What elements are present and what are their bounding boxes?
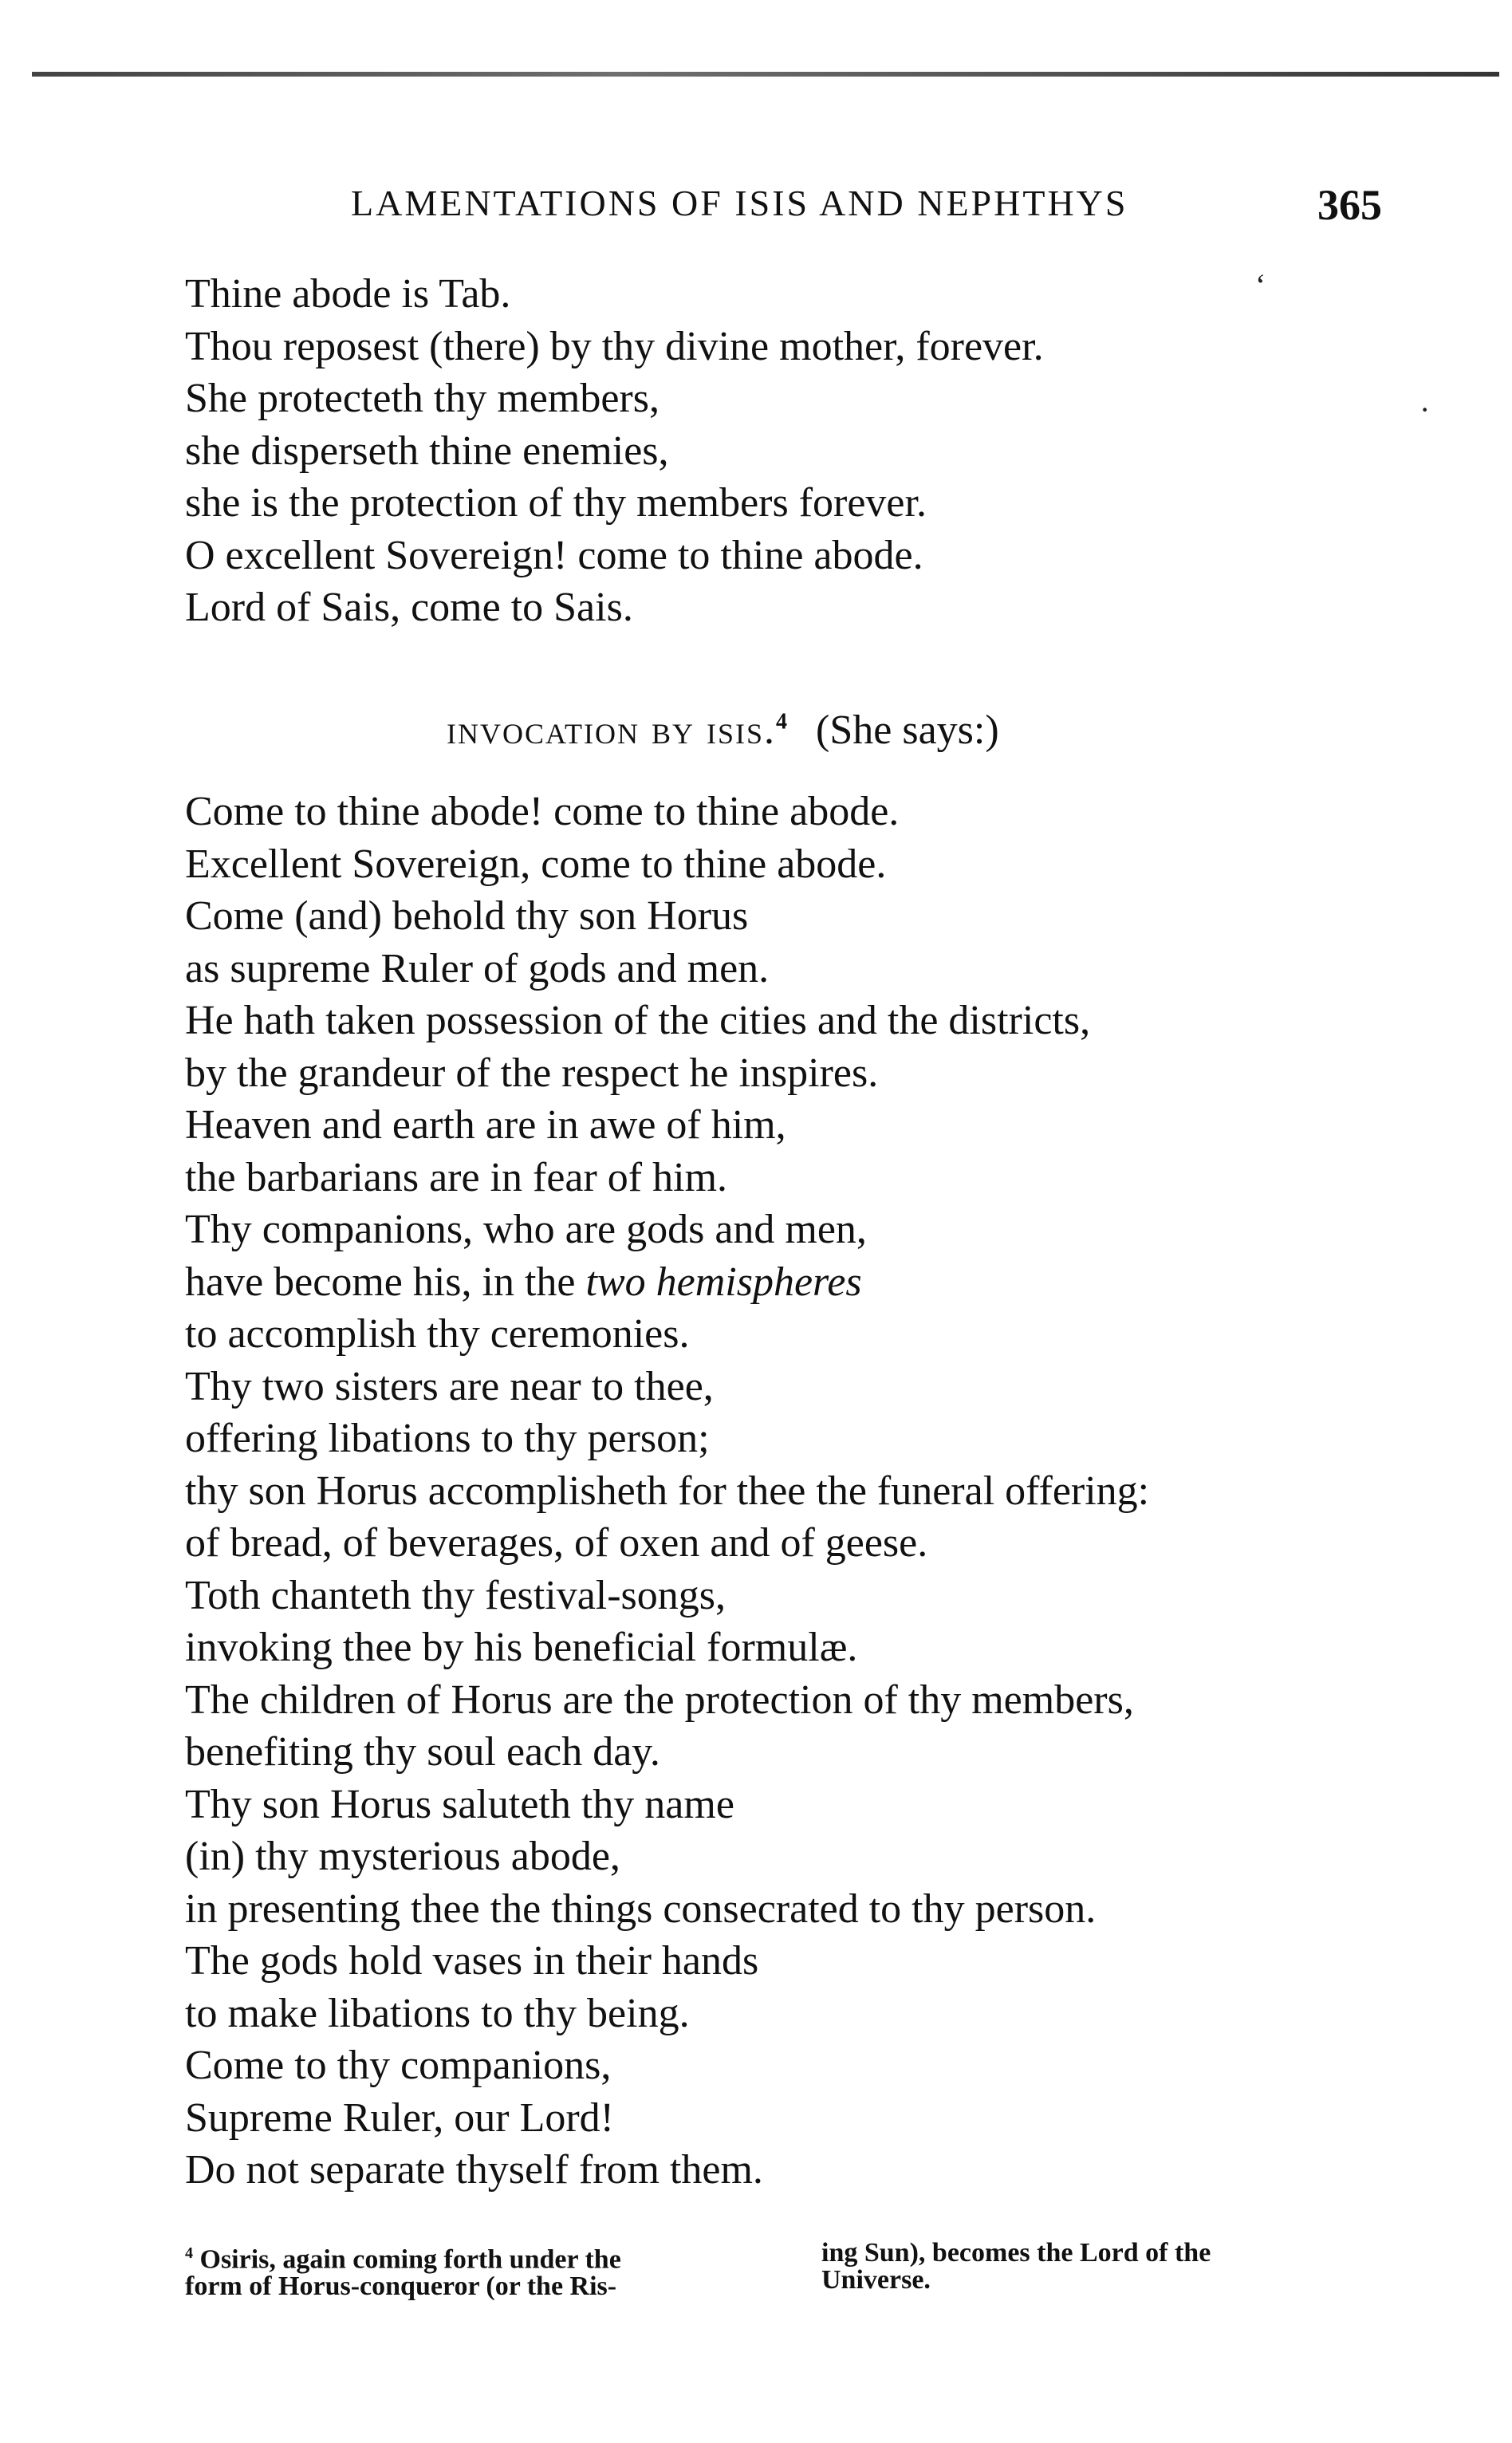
footnote-line: ing Sun), becomes the Lord of the xyxy=(821,2238,1211,2268)
poem-line: She protecteth thy members, xyxy=(185,376,660,421)
poem-line: by the grandeur of the respect he inspires. xyxy=(185,1050,879,1096)
poem-line: to make libations to thy being. xyxy=(185,1990,690,2036)
poem-line xyxy=(185,1256,1149,1309)
footnote-reference: 4 xyxy=(776,709,788,735)
poem-line: O excellent Sovereign! come to thine abode. xyxy=(185,532,923,578)
footnote-left-column xyxy=(185,2240,799,2300)
poem-line: of bread, of beverages, of oxen and of geese. xyxy=(185,1520,928,1566)
poem-line: The gods hold vases in their hands xyxy=(185,1938,759,1984)
section-heading xyxy=(447,707,999,754)
footnote-line xyxy=(185,2240,799,2273)
poem-line: to accomplish thy ceremonies. xyxy=(185,1311,690,1357)
poem-line: thy son Horus accomplisheth for thee the funeral offering: xyxy=(185,1468,1150,1514)
poem-line: the barbarians are in fear of him. xyxy=(185,1154,728,1200)
poem-line: (in) thy mysterious abode, xyxy=(185,1834,620,1879)
poem-line: Toth chanteth thy festival-songs, xyxy=(185,1572,726,1618)
poem-line: she is the protection of thy members forever. xyxy=(185,480,927,526)
poem-line: Thou reposest (there) by thy divine mother, forever. xyxy=(185,323,1044,369)
poem-line: Supreme Ruler, our Lord! xyxy=(185,2094,615,2141)
poem-line: Thy companions, who are gods and men, xyxy=(185,1207,867,1252)
poem-line: He hath taken possession of the cities and the districts, xyxy=(185,998,1091,1043)
poem-line: Come (and) behold thy son Horus xyxy=(185,893,749,939)
poem-section-1 xyxy=(185,268,1044,634)
poem-line: benefiting thy soul each day. xyxy=(185,1729,660,1775)
poem-line: Come to thy companions, xyxy=(185,2043,612,2088)
italic-phrase: two hemispheres xyxy=(585,1259,862,1305)
running-head: LAMENTATIONS OF ISIS AND NEPHTHYS xyxy=(351,183,1128,223)
footnote-marker: 4 xyxy=(185,2244,193,2262)
footnote-line: Universe. xyxy=(821,2265,931,2295)
poem-line: Thy son Horus saluteth thy name xyxy=(185,1781,734,1827)
poem-line: invoking thee by his beneficial formulæ. xyxy=(185,1625,858,1670)
poem-line-text: have become his, in the xyxy=(185,1259,586,1305)
top-rule xyxy=(32,72,1499,77)
poem-line: Lord of Sais, come to Sais. xyxy=(185,585,633,630)
poem-line: Do not separate thyself from them. xyxy=(185,2147,763,2193)
heading-speaker: (She says:) xyxy=(816,707,999,753)
poem-line: Thine abode is Tab. xyxy=(185,271,511,317)
footnote-line: form of Horus-conqueror (or the Ris- xyxy=(185,2272,617,2302)
poem-section-2 xyxy=(185,786,1149,2197)
poem-line: Thy two sisters are near to thee, xyxy=(185,1363,714,1409)
poem-line: offering libations to thy person; xyxy=(185,1416,710,1461)
heading-title: invocation by isis. xyxy=(447,707,777,753)
stray-mark: · xyxy=(1419,392,1431,428)
poem-line: Come to thine abode! come to thine abode. xyxy=(185,789,900,834)
stray-mark: ‘ xyxy=(1255,267,1266,303)
poem-line: Excellent Sovereign, come to thine abode. xyxy=(185,841,887,887)
poem-line: The children of Horus are the protection of thy members, xyxy=(185,1677,1134,1723)
poem-line: she disperseth thine enemies, xyxy=(185,428,669,474)
footnote-right-column xyxy=(821,2240,1427,2294)
poem-line: in presenting thee the things consecrated to thy person. xyxy=(185,1885,1097,1932)
poem-line: Heaven and earth are in awe of him, xyxy=(185,1102,786,1148)
footnote-text: Osiris, again coming forth under the xyxy=(199,2244,621,2275)
page-number: 365 xyxy=(1317,181,1382,229)
poem-line: as supreme Ruler of gods and men. xyxy=(185,945,770,991)
